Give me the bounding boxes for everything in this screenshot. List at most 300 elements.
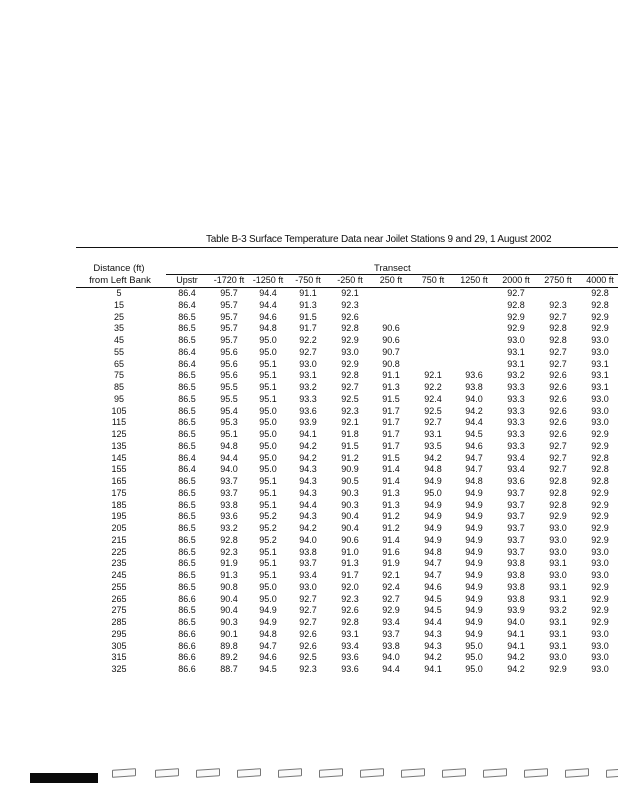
- table-row: [0, 547, 618, 559]
- temperature-cell: 91.4: [382, 534, 400, 545]
- table-row: [0, 300, 618, 312]
- table-row: [0, 570, 618, 582]
- table-row: [0, 335, 618, 347]
- temperature-cell: 94.5: [424, 605, 442, 616]
- temperature-cell: 95.0: [259, 417, 277, 428]
- temperature-cell: 95.3: [220, 417, 238, 428]
- temperature-cell: 94.9: [465, 605, 483, 616]
- temperature-cell: 93.8: [220, 499, 238, 510]
- temperature-cell: 88.7: [220, 664, 238, 674]
- temperature-cell: 93.4: [299, 570, 317, 580]
- distance-cell: 265: [111, 593, 127, 604]
- edge-mark: [606, 768, 618, 778]
- temperature-cell: 90.3: [220, 617, 238, 627]
- temperature-cell: 86.6: [178, 664, 196, 674]
- distance-cell: 285: [111, 617, 127, 627]
- temperature-cell: 93.0: [591, 652, 609, 663]
- temperature-cell: 94.9: [424, 499, 442, 510]
- temperature-cell: 92.8: [341, 370, 359, 381]
- temperature-cell: 92.7: [299, 593, 317, 604]
- temperature-cell: 92.9: [382, 605, 400, 616]
- table-row: [0, 406, 618, 418]
- temperature-cell: 86.5: [178, 311, 196, 322]
- temperature-cell: 93.0: [341, 346, 359, 357]
- temperature-cell: 93.1: [299, 370, 317, 381]
- temperature-cell: 92.9: [591, 581, 609, 592]
- distance-cell: 75: [113, 370, 124, 381]
- temperature-cell: 95.4: [220, 405, 238, 416]
- temperature-cell: 86.5: [178, 558, 196, 569]
- temperature-cell: 92.2: [299, 335, 317, 345]
- temperature-cell: 95.1: [259, 570, 277, 580]
- temperature-cell: 92.6: [299, 628, 317, 639]
- temperature-cell: 94.4: [299, 499, 317, 510]
- distance-cell: 15: [113, 299, 124, 310]
- distance-cell: 175: [111, 487, 127, 498]
- temperature-cell: 93.3: [507, 429, 525, 439]
- edge-mark: [155, 768, 179, 778]
- temperature-cell: 94.0: [507, 617, 525, 627]
- temperature-cell: 91.7: [382, 429, 400, 439]
- temperature-cell: 92.3: [341, 593, 359, 604]
- temperature-cell: 94.7: [424, 558, 442, 569]
- distance-cell: 195: [111, 511, 127, 522]
- temperature-cell: 93.8: [299, 546, 317, 557]
- temperature-cell: 94.6: [259, 311, 277, 322]
- temperature-cell: 94.2: [299, 440, 317, 451]
- temperature-cell: 94.8: [465, 476, 483, 486]
- temperature-cell: 94.7: [424, 570, 442, 580]
- temperature-cell: 92.9: [341, 358, 359, 369]
- temperature-cell: 93.0: [591, 628, 609, 639]
- temperature-cell: 93.0: [591, 417, 609, 428]
- temperature-cell: 86.4: [178, 288, 196, 298]
- temperature-cell: 93.1: [424, 429, 442, 439]
- temperature-cell: 94.9: [465, 523, 483, 533]
- temperature-cell: 95.0: [259, 593, 277, 604]
- temperature-cell: 86.5: [178, 605, 196, 616]
- temperature-cell: 93.4: [507, 452, 525, 463]
- temperature-cell: 93.1: [507, 346, 525, 357]
- temperature-cell: 92.9: [549, 511, 567, 522]
- temperature-cell: 94.6: [259, 652, 277, 663]
- temperature-cell: 95.1: [259, 382, 277, 392]
- temperature-cell: 90.6: [382, 323, 400, 334]
- temperature-cell: 93.0: [299, 358, 317, 369]
- distance-cell: 95: [113, 393, 124, 404]
- temperature-cell: 95.6: [220, 370, 238, 381]
- temperature-cell: 95.0: [259, 464, 277, 475]
- table-row: [0, 488, 618, 500]
- temperature-cell: 94.5: [465, 429, 483, 439]
- temperature-cell: 95.5: [220, 382, 238, 392]
- temperature-cell: 92.8: [591, 288, 609, 298]
- temperature-cell: 94.9: [465, 628, 483, 639]
- temperature-cell: 86.5: [178, 429, 196, 439]
- temperature-cell: 86.6: [178, 628, 196, 639]
- temperature-cell: 94.4: [424, 617, 442, 627]
- temperature-cell: 95.0: [259, 440, 277, 451]
- temperature-cell: 94.3: [299, 487, 317, 498]
- temperature-cell: 93.0: [591, 346, 609, 357]
- table-row: [0, 652, 618, 664]
- temperature-cell: 91.3: [341, 558, 359, 569]
- temperature-cell: 92.8: [591, 299, 609, 310]
- temperature-cell: 94.9: [259, 605, 277, 616]
- temperature-cell: 86.5: [178, 417, 196, 428]
- temperature-cell: 91.9: [382, 558, 400, 569]
- temperature-cell: 89.2: [220, 652, 238, 663]
- temperature-cell: 93.8: [465, 382, 483, 392]
- distance-cell: 205: [111, 523, 127, 533]
- temperature-cell: 92.7: [299, 605, 317, 616]
- temperature-cell: 93.7: [507, 511, 525, 522]
- temperature-cell: 94.6: [465, 440, 483, 451]
- column-header: 4000 ft: [586, 275, 614, 285]
- table-row: [0, 323, 618, 335]
- temperature-cell: 92.5: [424, 405, 442, 416]
- temperature-cell: 92.9: [591, 499, 609, 510]
- temperature-cell: 93.0: [299, 581, 317, 592]
- temperature-cell: 92.6: [549, 405, 567, 416]
- temperature-cell: 93.6: [507, 476, 525, 486]
- temperature-cell: 94.4: [259, 288, 277, 298]
- table-row: [0, 394, 618, 406]
- temperature-cell: 92.8: [507, 299, 525, 310]
- temperature-cell: 91.3: [382, 487, 400, 498]
- temperature-cell: 91.0: [341, 546, 359, 557]
- temperature-cell: 93.0: [591, 640, 609, 651]
- temperature-cell: 92.9: [507, 311, 525, 322]
- table-row: [0, 382, 618, 394]
- temperature-cell: 93.7: [220, 487, 238, 498]
- distance-cell: 145: [111, 452, 127, 463]
- temperature-cell: 91.4: [382, 464, 400, 475]
- temperature-cell: 92.7: [299, 617, 317, 627]
- temperature-cell: 86.5: [178, 523, 196, 533]
- temperature-cell: 94.2: [507, 652, 525, 663]
- temperature-cell: 94.2: [424, 652, 442, 663]
- temperature-cell: 86.6: [178, 640, 196, 651]
- temperature-cell: 94.1: [424, 664, 442, 674]
- temperature-cell: 94.9: [465, 558, 483, 569]
- temperature-cell: 91.7: [299, 323, 317, 334]
- temperature-cell: 92.8: [591, 476, 609, 486]
- distance-cell: 295: [111, 628, 127, 639]
- temperature-cell: 95.7: [220, 311, 238, 322]
- table-row: [0, 523, 618, 535]
- temperature-cell: 91.5: [382, 452, 400, 463]
- temperature-cell: 95.2: [259, 534, 277, 545]
- distance-cell: 235: [111, 558, 127, 569]
- temperature-cell: 92.7: [299, 346, 317, 357]
- distance-cell: 315: [111, 652, 127, 663]
- temperature-cell: 90.4: [220, 605, 238, 616]
- temperature-cell: 93.7: [507, 546, 525, 557]
- temperature-cell: 92.8: [220, 534, 238, 545]
- temperature-cell: 92.9: [591, 534, 609, 545]
- temperature-cell: 94.9: [465, 534, 483, 545]
- temperature-cell: 93.4: [382, 617, 400, 627]
- temperature-cell: 93.0: [591, 405, 609, 416]
- temperature-cell: 86.4: [178, 299, 196, 310]
- temperature-cell: 95.7: [220, 323, 238, 334]
- table-row: [0, 288, 618, 300]
- temperature-cell: 92.8: [591, 464, 609, 475]
- temperature-cell: 95.2: [259, 523, 277, 533]
- table-row: [0, 370, 618, 382]
- temperature-cell: 92.6: [549, 429, 567, 439]
- edge-mark: [237, 768, 261, 778]
- temperature-cell: 86.4: [178, 464, 196, 475]
- edge-mark: [565, 768, 589, 778]
- temperature-cell: 90.1: [220, 628, 238, 639]
- distance-cell: 275: [111, 605, 127, 616]
- temperature-cell: 95.1: [259, 358, 277, 369]
- temperature-cell: 94.4: [382, 664, 400, 674]
- distance-cell: 185: [111, 499, 127, 510]
- temperature-cell: 92.9: [591, 440, 609, 451]
- temperature-cell: 91.7: [382, 440, 400, 451]
- temperature-cell: 86.5: [178, 440, 196, 451]
- temperature-cell: 92.7: [507, 288, 525, 298]
- temperature-cell: 92.7: [424, 417, 442, 428]
- temperature-cell: 92.6: [549, 417, 567, 428]
- temperature-cell: 93.8: [507, 570, 525, 580]
- temperature-cell: 94.8: [259, 323, 277, 334]
- temperature-cell: 92.5: [299, 652, 317, 663]
- temperature-cell: 94.9: [465, 499, 483, 510]
- temperature-cell: 92.7: [382, 593, 400, 604]
- temperature-cell: 91.7: [341, 570, 359, 580]
- temperature-cell: 93.0: [549, 570, 567, 580]
- distance-cell: 165: [111, 476, 127, 486]
- temperature-cell: 93.5: [424, 440, 442, 451]
- temperature-cell: 91.5: [341, 440, 359, 451]
- temperature-cell: 93.7: [507, 523, 525, 533]
- temperature-cell: 93.3: [507, 417, 525, 428]
- temperature-cell: 94.9: [465, 570, 483, 580]
- edge-mark: [319, 768, 343, 778]
- temperature-cell: 86.4: [178, 346, 196, 357]
- temperature-cell: 93.0: [591, 393, 609, 404]
- edge-mark: [112, 768, 136, 778]
- temperature-cell: 95.0: [259, 452, 277, 463]
- temperature-cell: 93.1: [549, 558, 567, 569]
- temperature-cell: 93.7: [507, 487, 525, 498]
- temperature-cell: 93.3: [299, 393, 317, 404]
- temperature-cell: 92.7: [341, 382, 359, 392]
- table-title: Table B-3 Surface Temperature Data near Joilet Stations 9 and 29, 1 August 2002: [206, 234, 552, 245]
- temperature-cell: 86.5: [178, 370, 196, 381]
- temperature-cell: 94.5: [424, 593, 442, 604]
- temperature-cell: 94.9: [465, 617, 483, 627]
- table-row: [0, 347, 618, 359]
- table-row: [0, 453, 618, 465]
- distance-cell: 115: [111, 417, 127, 428]
- temperature-cell: 93.0: [591, 570, 609, 580]
- temperature-cell: 92.8: [549, 499, 567, 510]
- temperature-cell: 92.1: [341, 417, 359, 428]
- temperature-cell: 94.3: [424, 628, 442, 639]
- temperature-cell: 86.5: [178, 570, 196, 580]
- temperature-cell: 86.5: [178, 487, 196, 498]
- temperature-cell: 94.2: [465, 405, 483, 416]
- temperature-cell: 94.0: [465, 393, 483, 404]
- temperature-cell: 91.5: [382, 393, 400, 404]
- table-row: [0, 605, 618, 617]
- temperature-cell: 93.3: [507, 440, 525, 451]
- temperature-cell: 94.0: [220, 464, 238, 475]
- temperature-cell: 93.8: [507, 593, 525, 604]
- temperature-cell: 91.2: [382, 511, 400, 522]
- temperature-cell: 94.7: [259, 640, 277, 651]
- temperature-cell: 86.5: [178, 511, 196, 522]
- distance-cell: 65: [113, 358, 124, 369]
- temperature-cell: 94.8: [424, 546, 442, 557]
- table-row: [0, 511, 618, 523]
- distance-header-subtitle: from Left Bank: [89, 275, 151, 286]
- temperature-cell: 92.8: [341, 617, 359, 627]
- column-header: -750 ft: [295, 275, 321, 285]
- temperature-cell: 93.1: [591, 358, 609, 369]
- temperature-cell: 86.4: [178, 452, 196, 463]
- distance-cell: 105: [111, 405, 127, 416]
- temperature-cell: 92.9: [591, 593, 609, 604]
- temperature-cell: 93.0: [549, 546, 567, 557]
- temperature-cell: 90.5: [341, 476, 359, 486]
- table-row: [0, 594, 618, 606]
- table-row: [0, 429, 618, 441]
- temperature-cell: 92.7: [549, 346, 567, 357]
- temperature-cell: 90.4: [341, 511, 359, 522]
- column-header: Upstr: [176, 275, 198, 285]
- temperature-cell: 94.9: [424, 511, 442, 522]
- temperature-cell: 90.7: [382, 346, 400, 357]
- temperature-cell: 93.0: [549, 523, 567, 533]
- table-row: [0, 629, 618, 641]
- edge-mark: [196, 768, 220, 778]
- temperature-cell: 86.5: [178, 382, 196, 392]
- temperature-cell: 95.0: [424, 487, 442, 498]
- temperature-cell: 93.2: [549, 605, 567, 616]
- temperature-cell: 94.8: [220, 440, 238, 451]
- temperature-cell: 93.9: [507, 605, 525, 616]
- temperature-cell: 92.9: [341, 335, 359, 345]
- temperature-cell: 90.3: [341, 499, 359, 510]
- temperature-cell: 91.3: [382, 382, 400, 392]
- temperature-cell: 94.3: [299, 476, 317, 486]
- temperature-cell: 91.4: [382, 476, 400, 486]
- temperature-cell: 93.0: [591, 335, 609, 345]
- temperature-cell: 94.9: [465, 511, 483, 522]
- temperature-cell: 95.0: [259, 429, 277, 439]
- temperature-cell: 93.4: [341, 640, 359, 651]
- temperature-cell: 93.6: [341, 652, 359, 663]
- temperature-cell: 94.9: [465, 546, 483, 557]
- temperature-cell: 93.8: [382, 640, 400, 651]
- temperature-cell: 94.9: [424, 476, 442, 486]
- temperature-cell: 93.7: [299, 558, 317, 569]
- temperature-cell: 95.0: [465, 652, 483, 663]
- temperature-cell: 92.3: [341, 299, 359, 310]
- temperature-cell: 94.4: [465, 417, 483, 428]
- temperature-cell: 94.9: [465, 593, 483, 604]
- temperature-cell: 92.9: [591, 511, 609, 522]
- table-row: [0, 312, 618, 324]
- distance-cell: 35: [113, 323, 124, 334]
- temperature-cell: 94.7: [465, 452, 483, 463]
- temperature-cell: 92.8: [549, 335, 567, 345]
- temperature-cell: 94.9: [424, 534, 442, 545]
- temperature-cell: 95.7: [220, 335, 238, 345]
- temperature-cell: 94.3: [299, 464, 317, 475]
- temperature-cell: 94.0: [299, 534, 317, 545]
- temperature-cell: 92.3: [549, 299, 567, 310]
- distance-cell: 255: [111, 581, 127, 592]
- temperature-cell: 93.6: [220, 511, 238, 522]
- column-header: 1250 ft: [460, 275, 488, 285]
- distance-cell: 25: [113, 311, 124, 322]
- temperature-cell: 91.9: [220, 558, 238, 569]
- temperature-cell: 92.6: [549, 382, 567, 392]
- temperature-cell: 93.1: [591, 382, 609, 392]
- table-row: [0, 664, 618, 676]
- temperature-cell: 92.4: [424, 393, 442, 404]
- temperature-cell: 90.8: [382, 358, 400, 369]
- table-row: [0, 641, 618, 653]
- edge-mark: [360, 768, 384, 778]
- temperature-cell: 91.1: [382, 370, 400, 381]
- distance-header: Distance (ft): [93, 263, 145, 274]
- temperature-cell: 95.1: [259, 546, 277, 557]
- table-row: [0, 476, 618, 488]
- temperature-cell: 95.5: [220, 393, 238, 404]
- temperature-cell: 95.1: [220, 429, 238, 439]
- temperature-cell: 92.6: [299, 640, 317, 651]
- temperature-cell: 92.3: [299, 664, 317, 674]
- black-bar: [30, 773, 98, 783]
- temperature-cell: 95.0: [465, 664, 483, 674]
- temperature-cell: 93.6: [299, 405, 317, 416]
- distance-cell: 135: [111, 440, 127, 451]
- temperature-cell: 93.9: [299, 417, 317, 428]
- temperature-cell: 90.6: [382, 335, 400, 345]
- temperature-cell: 92.9: [591, 487, 609, 498]
- column-header: -250 ft: [337, 275, 363, 285]
- temperature-cell: 95.0: [465, 640, 483, 651]
- temperature-cell: 93.1: [341, 628, 359, 639]
- temperature-cell: 95.1: [259, 476, 277, 486]
- temperature-cell: 93.7: [382, 628, 400, 639]
- temperature-cell: 93.1: [507, 358, 525, 369]
- temperature-cell: 94.2: [507, 664, 525, 674]
- temperature-cell: 94.1: [299, 429, 317, 439]
- column-header: 2750 ft: [544, 275, 572, 285]
- temperature-cell: 92.9: [591, 323, 609, 334]
- distance-cell: 5: [116, 288, 122, 298]
- temperature-cell: 94.7: [465, 464, 483, 475]
- table-row: [0, 582, 618, 594]
- transect-group-header: Transect: [374, 263, 411, 274]
- temperature-cell: 86.6: [178, 593, 196, 604]
- temperature-cell: 93.1: [549, 593, 567, 604]
- temperature-cell: 93.2: [220, 523, 238, 533]
- temperature-cell: 94.5: [259, 664, 277, 674]
- temperature-cell: 86.5: [178, 617, 196, 627]
- temperature-cell: 94.6: [424, 581, 442, 592]
- table-row: [0, 359, 618, 371]
